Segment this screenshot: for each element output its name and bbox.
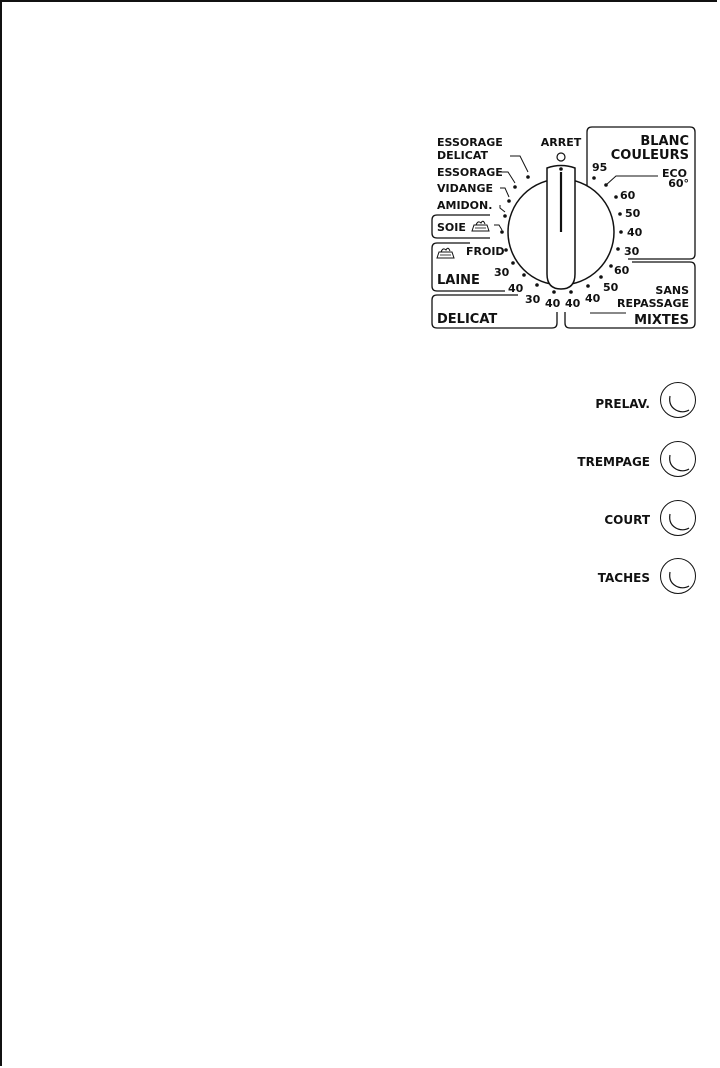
trempage-label: TREMPAGE: [577, 455, 650, 469]
button-arc-icon: [661, 383, 697, 419]
essorage-delicat-label-line2: DELICAT: [437, 149, 488, 162]
arret-label: ARRET: [540, 136, 582, 149]
button-arc-icon: [661, 559, 697, 595]
mixtes-label: MIXTES: [634, 313, 689, 328]
blanc-label: BLANC: [640, 134, 689, 149]
court-button[interactable]: [660, 500, 696, 536]
sans-50-label: 50: [603, 281, 619, 294]
eco-label: ECO: [662, 167, 687, 180]
temp-50-label: 50: [625, 207, 641, 220]
prelav-button[interactable]: [660, 382, 696, 418]
hand-wash-icon: [472, 221, 489, 231]
program-dial-panel: [0, 0, 720, 340]
vidange-label: VIDANGE: [437, 182, 493, 195]
button-arc-icon: [661, 501, 697, 537]
court-label: COURT: [604, 513, 650, 527]
delicat-40-label: 40: [545, 297, 561, 310]
froid-label: FROID: [466, 245, 505, 258]
temp-95-label: 95: [592, 161, 608, 174]
temp-60-label: 60: [620, 189, 636, 202]
trempage-button[interactable]: [660, 441, 696, 477]
sans-label: SANS: [655, 284, 689, 297]
sans-60-label: 60: [614, 264, 630, 277]
laine-label: LAINE: [437, 273, 480, 288]
essorage-label: ESSORAGE: [437, 166, 503, 179]
sans-40-label: 40: [585, 292, 601, 305]
prelav-label: PRELAV.: [595, 397, 650, 411]
mixtes-40-label: 40: [565, 297, 581, 310]
laine-40-label: 40: [508, 282, 524, 295]
taches-label: TACHES: [597, 571, 650, 585]
couleurs-label: COULEURS: [610, 148, 689, 163]
taches-button[interactable]: [660, 558, 696, 594]
laine-30-label: 30: [494, 266, 510, 279]
temp-30-label: 30: [624, 245, 640, 258]
eco-60-label: 60°: [668, 177, 689, 190]
delicat-30-label: 30: [525, 293, 541, 306]
arret-indicator-ring: [557, 153, 565, 161]
amidon-label: AMIDON.: [437, 199, 493, 212]
repassage-label: REPASSAGE: [617, 297, 689, 310]
button-arc-icon: [661, 442, 697, 478]
hand-wash-icon: [437, 248, 454, 258]
essorage-delicat-label-line1: ESSORAGE: [437, 136, 503, 149]
delicat-label: DELICAT: [437, 312, 498, 327]
temp-40-label: 40: [627, 226, 643, 239]
soie-label: SOIE: [437, 221, 466, 234]
